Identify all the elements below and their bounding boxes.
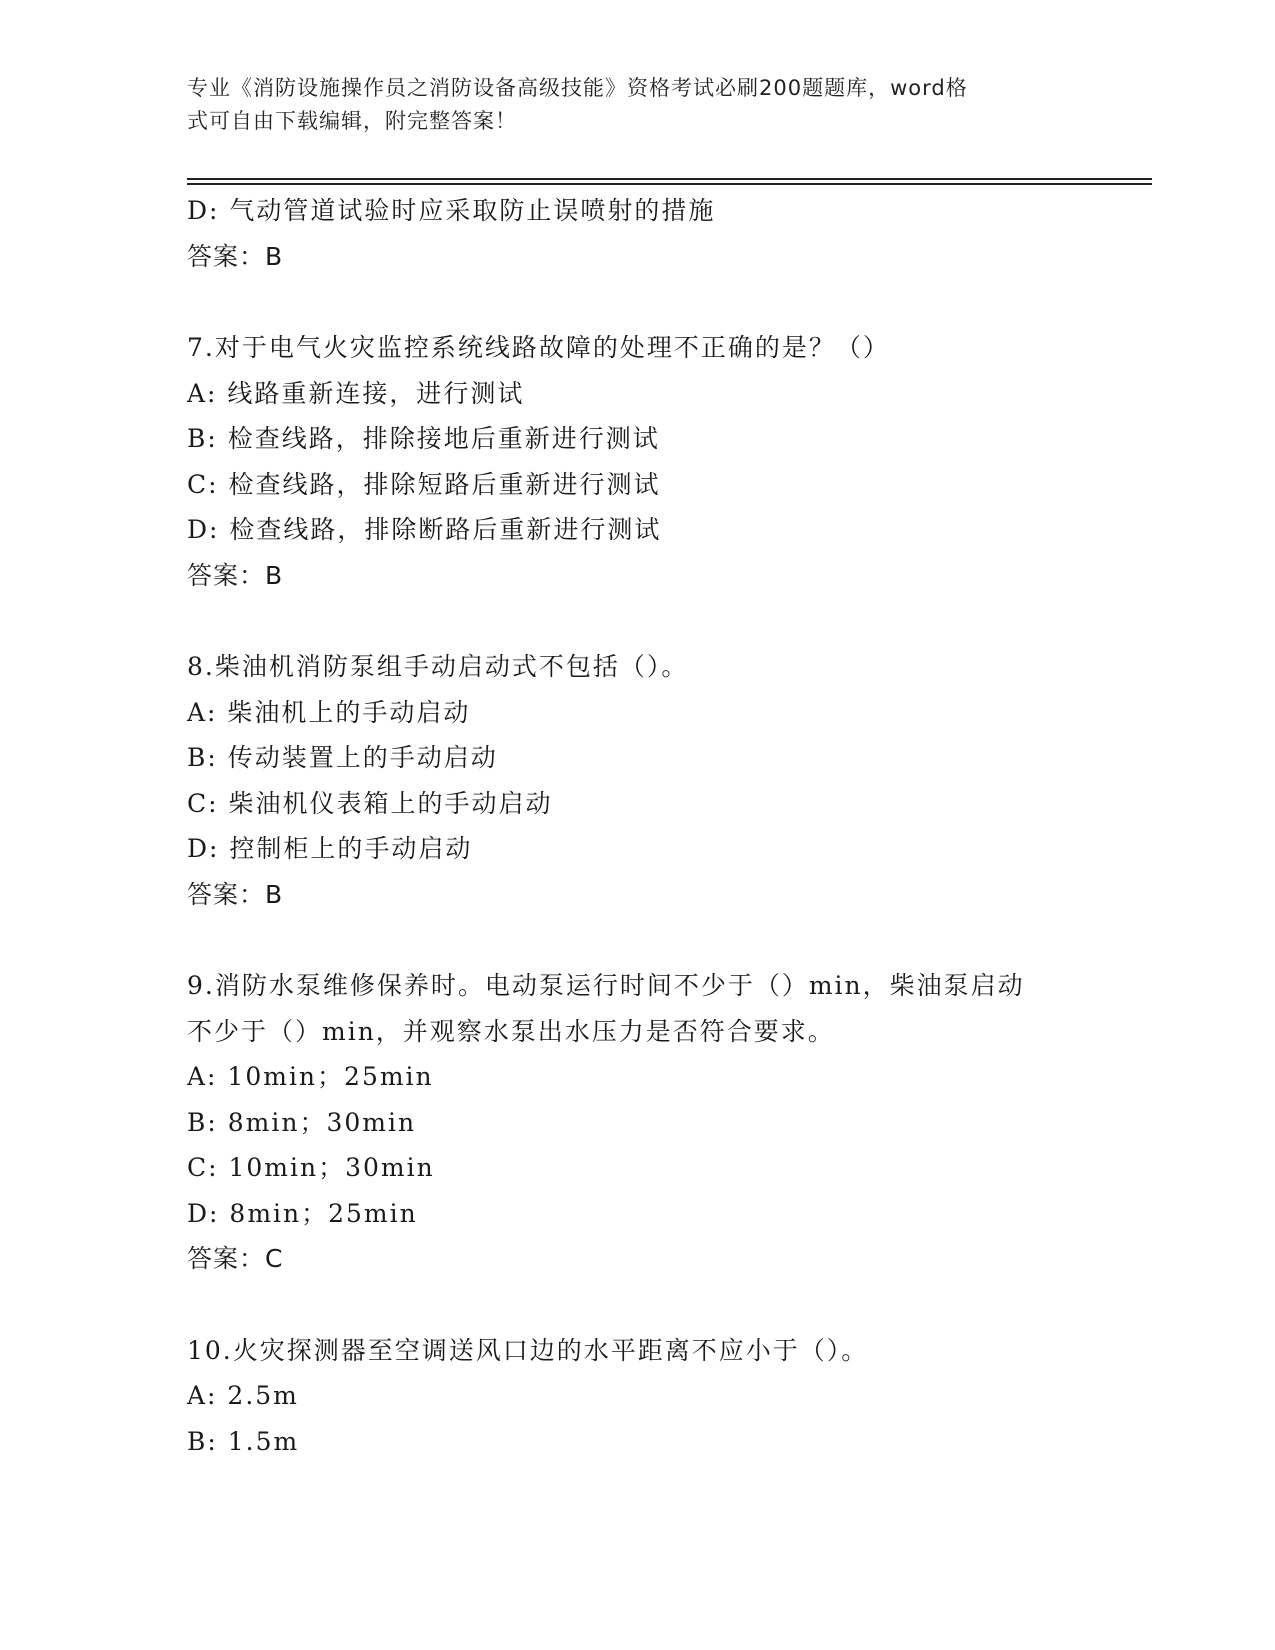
- document-header: [187, 72, 1067, 138]
- option-c: C: 10min；30min: [187, 1153, 435, 1182]
- question-text-line-1: 9.消防水泵维修保养时。电动泵运行时间不少于（）min，柴油泵启动: [187, 971, 1025, 1000]
- option-a: A: 2.5m: [187, 1381, 299, 1410]
- option-b: B: 检查线路，排除接地后重新进行测试: [187, 424, 660, 453]
- option-a: A: 10min；25min: [187, 1062, 434, 1091]
- question-text: 7.对于电气火灾监控系统线路故障的处理不正确的是？（）: [187, 333, 890, 362]
- header-divider-top: [187, 178, 1152, 180]
- option-c: C: 检查线路，排除短路后重新进行测试: [187, 469, 661, 499]
- question-6-tail: [187, 188, 1152, 279]
- header-line-1: 专业《消防设施操作员之消防设备高级技能》资格考试必刷200题题库，word格: [187, 76, 968, 100]
- answer: 答案：B: [187, 560, 284, 590]
- option-a: A: 柴油机上的手动启动: [187, 697, 471, 727]
- option-d: D: 气动管道试验时应采取防止误喷射的措施: [187, 196, 716, 225]
- option-b: B: 传动装置上的手动启动: [187, 743, 498, 772]
- header-line-2: 式可自由下载编辑，附完整答案！: [187, 109, 517, 133]
- answer: 答案：B: [187, 241, 284, 271]
- option-a: A: 线路重新连接，进行测试: [187, 378, 525, 408]
- header-divider-bottom: [187, 183, 1152, 185]
- question-8: [187, 644, 1152, 917]
- option-d: D: 检查线路，排除断路后重新进行测试: [187, 515, 662, 544]
- option-c: C: 柴油机仪表箱上的手动启动: [187, 788, 553, 818]
- option-d: D: 控制柜上的手动启动: [187, 834, 473, 863]
- question-text-line-2: 不少于（）min，并观察水泵出水压力是否符合要求。: [187, 1016, 835, 1046]
- question-9: [187, 963, 1152, 1282]
- option-b: B: 1.5m: [187, 1426, 300, 1456]
- question-text: 10.火灾探测器至空调送风口边的水平距离不应小于（）。: [187, 1335, 869, 1365]
- question-list: [187, 188, 1152, 1464]
- question-7: [187, 325, 1152, 598]
- question-text: 8.柴油机消防泵组手动启动式不包括（）。: [187, 652, 689, 681]
- answer: 答案：B: [187, 879, 284, 909]
- answer: 答案：C: [187, 1244, 284, 1273]
- option-b: B: 8min；30min: [187, 1107, 417, 1137]
- question-10: [187, 1328, 1152, 1465]
- option-d: D: 8min；25min: [187, 1198, 418, 1228]
